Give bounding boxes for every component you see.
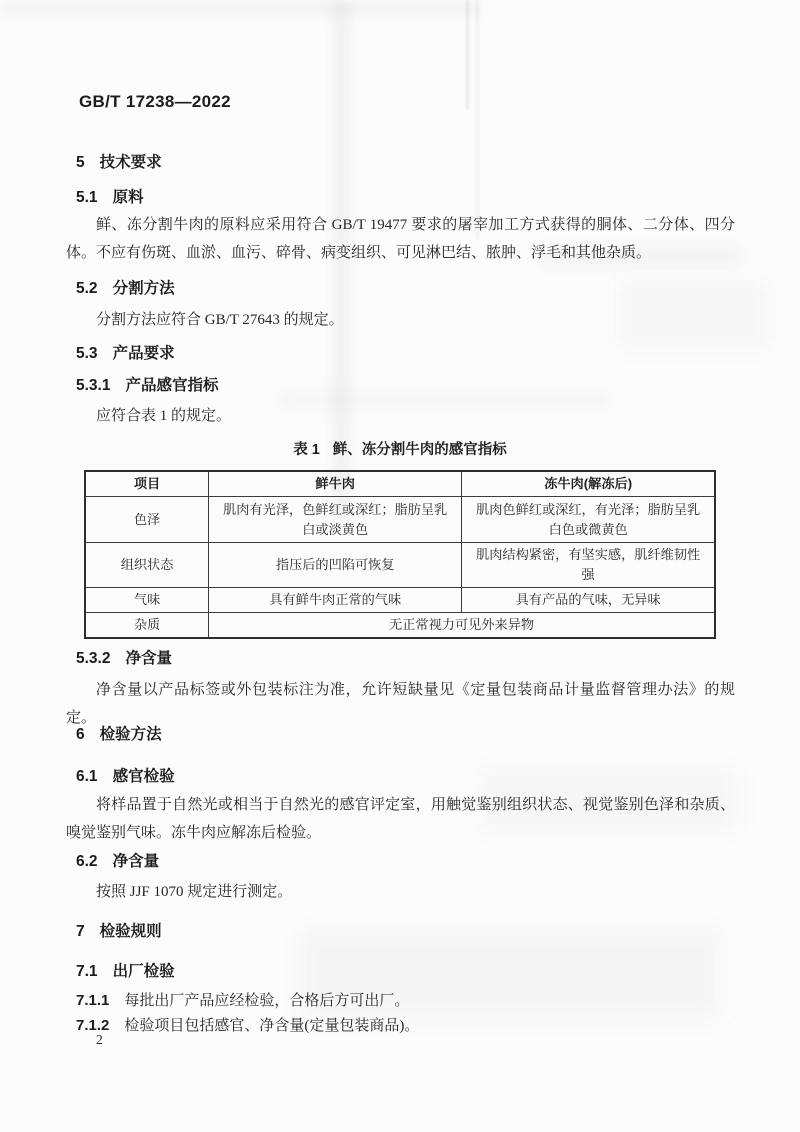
row-impurity-value: 无正常视力可见外来异物 [209, 613, 715, 639]
row-texture-fresh: 指压后的凹陷可恢复 [209, 543, 462, 588]
clause-5-3-1-title: 产品感官指标 [125, 377, 219, 394]
clause-5-1-number: 5.1 [76, 189, 98, 206]
row-texture-item: 组织状态 [85, 543, 209, 588]
clause-6-2-heading [76, 849, 159, 871]
row-color-item: 色泽 [85, 497, 209, 543]
clause-5-2-number: 5.2 [76, 280, 98, 297]
clause-7-1-2-number: 7.1.2 [76, 1017, 110, 1034]
clause-5-heading [76, 150, 162, 172]
clause-6-2-title: 净含量 [112, 853, 160, 870]
row-color-frozen: 肌肉色鲜红或深红，有光泽；脂肪呈乳白色或微黄色 [462, 497, 715, 543]
clause-6-heading [76, 722, 162, 744]
clause-7-1-2-text: 检验项目包括感官、净含量(定量包装商品)。 [124, 1018, 420, 1034]
scan-artifact-smudge [0, 0, 480, 16]
table-header-item: 项目 [85, 471, 209, 497]
row-odor-frozen: 具有产品的气味，无异味 [462, 588, 715, 613]
clause-5-3-heading [76, 341, 175, 363]
clause-6-2-number: 6.2 [76, 853, 98, 870]
clause-5-3-number: 5.3 [76, 345, 98, 362]
scan-artifact-line [476, 0, 479, 240]
clause-7-1-2 [76, 1013, 736, 1039]
clause-5-title: 技术要求 [99, 154, 162, 171]
clause-7-1-1 [76, 988, 736, 1014]
clause-5-3-1-paragraph: 应符合表 1 的规定。 [96, 408, 232, 424]
clause-5-3-2-paragraph: 净含量以产品标签或外包装标注为准，允许短缺量见《定量包装商品计量监督管理办法》的规定。 [66, 682, 735, 726]
clause-7-1-number: 7.1 [76, 963, 98, 980]
table-header-row [85, 471, 715, 497]
table-row-odor [85, 588, 715, 613]
row-color-fresh: 肌肉有光泽，色鲜红或深红；脂肪呈乳白或淡黄色 [209, 497, 462, 543]
clause-5-3-2-heading [76, 646, 172, 668]
clause-7-heading [76, 919, 162, 941]
clause-5-number: 5 [76, 154, 85, 171]
table-row-texture [85, 543, 715, 588]
clause-6-number: 6 [76, 726, 85, 743]
clause-7-1-1-text: 每批出厂产品应经检验，合格后方可出厂。 [124, 993, 410, 1009]
clause-5-2-title: 分割方法 [112, 280, 175, 297]
sensory-indicators-table [84, 470, 716, 639]
row-texture-frozen: 肌肉结构紧密，有坚实感，肌纤维韧性强 [462, 543, 715, 588]
clause-5-1-paragraph: 鲜、冻分割牛肉的原料应采用符合 GB/T 19477 要求的屠宰加工方式获得的胴体、二分体、四分体。不应有伤斑、血淤、血污、碎骨、病变组织、可见淋巴结、脓肿、浮毛和其他杂质。 [66, 217, 735, 261]
clause-5-2-heading [76, 276, 175, 298]
doc-code: GB/T 17238—2022 [79, 92, 231, 111]
row-impurity-item: 杂质 [85, 613, 209, 639]
table-row-color [85, 497, 715, 543]
table-header-fresh: 鲜牛肉 [209, 471, 462, 497]
table-1-caption [0, 438, 800, 459]
clause-6-title: 检验方法 [99, 726, 162, 743]
clause-5-3-2-number: 5.3.2 [76, 650, 111, 667]
clause-7-1-title: 出厂检验 [112, 963, 175, 980]
table-1-caption-label: 表 1 [293, 442, 320, 458]
clause-5-3-2-title: 净含量 [125, 650, 172, 667]
clause-6-1-paragraph: 将样品置于自然光或相当于自然光的感官评定室，用触觉鉴别组织状态、视觉鉴别色泽和杂质、嗅觉鉴别气味。冻牛肉应解冻后检验。 [66, 797, 735, 841]
clause-5-2-paragraph: 分割方法应符合 GB/T 27643 的规定。 [96, 312, 344, 328]
clause-6-1-title: 感官检验 [112, 768, 175, 785]
clause-6-1-number: 6.1 [76, 768, 98, 785]
scan-artifact-line [466, 0, 469, 110]
row-odor-fresh: 具有鲜牛肉正常的气味 [209, 588, 462, 613]
clause-5-1-title: 原料 [112, 189, 144, 206]
table-row-impurity [85, 613, 715, 639]
table-1-caption-title: 鲜、冻分割牛肉的感官指标 [332, 442, 507, 458]
table-header-frozen: 冻牛肉(解冻后) [462, 471, 715, 497]
clause-7-title: 检验规则 [99, 923, 162, 940]
clause-5-3-1-heading [76, 373, 219, 395]
clause-6-2-paragraph: 按照 JJF 1070 规定进行测定。 [96, 884, 293, 900]
clause-7-number: 7 [76, 923, 85, 940]
clause-5-3-title: 产品要求 [112, 345, 175, 362]
clause-7-1-heading [76, 959, 175, 981]
page-number: 2 [96, 1032, 103, 1047]
clause-5-1-heading [76, 185, 144, 207]
clause-6-1-heading [76, 764, 175, 786]
clause-7-1-1-number: 7.1.1 [76, 992, 110, 1009]
clause-5-3-1-number: 5.3.1 [76, 377, 111, 394]
row-odor-item: 气味 [85, 588, 209, 613]
